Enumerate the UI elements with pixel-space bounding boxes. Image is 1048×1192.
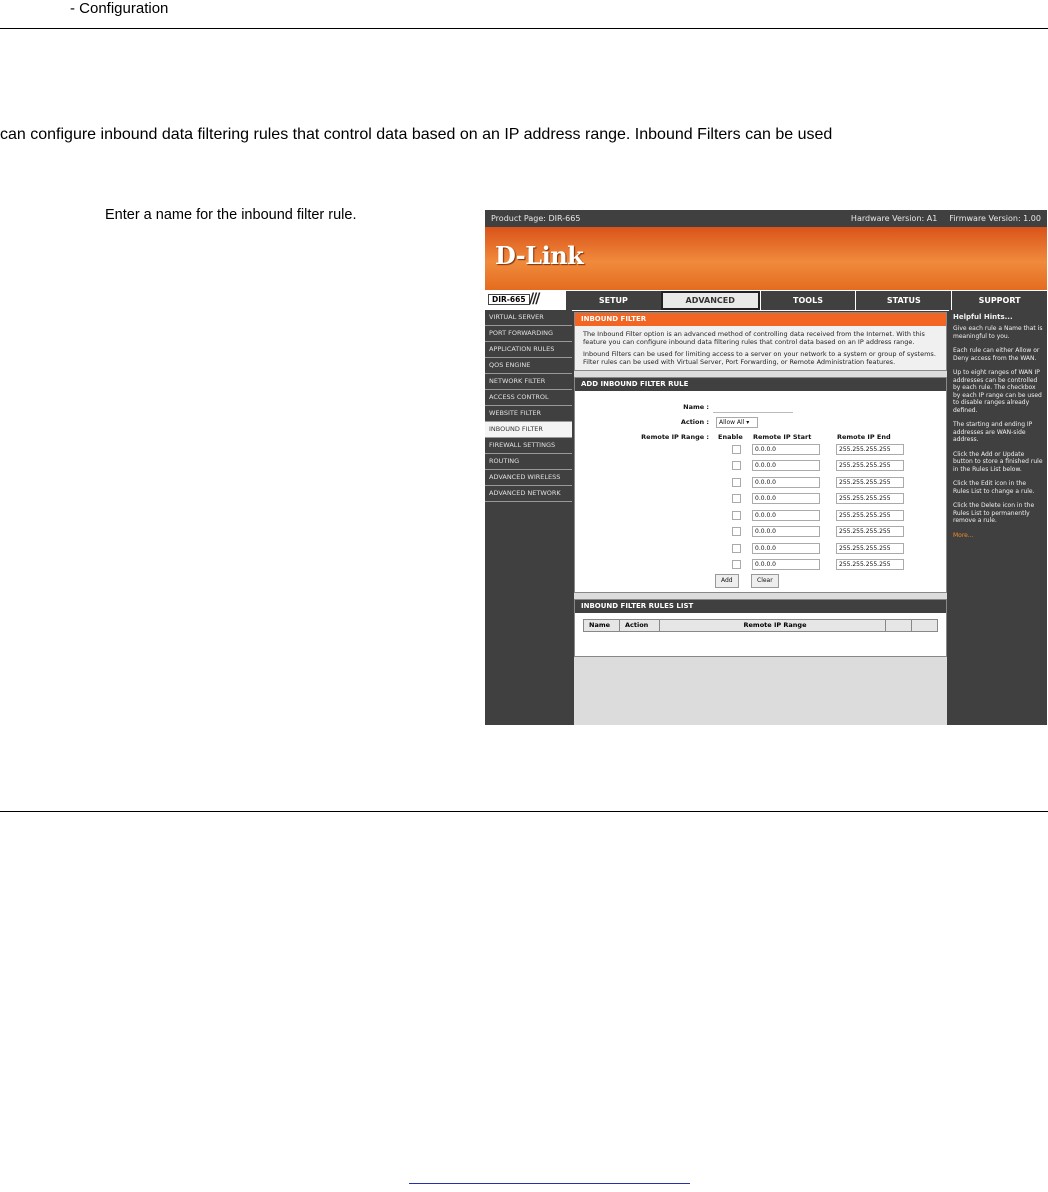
ip-end-input[interactable]: 255.255.255.255 <box>836 493 904 504</box>
rules-list-box <box>574 599 947 657</box>
dlink-logo: D-Link <box>495 241 584 270</box>
action-select[interactable] <box>716 417 758 428</box>
sidebar-item-qos-engine[interactable]: QOS ENGINE <box>485 358 572 374</box>
name-label: Name : <box>683 403 709 411</box>
sidebar-item-website-filter[interactable]: WEBSITE FILTER <box>485 406 572 422</box>
tab-setup[interactable]: SETUP <box>565 291 661 310</box>
left-sidebar <box>485 310 572 725</box>
footer-link-underline <box>409 1183 690 1184</box>
doc-section-header: - Configuration <box>70 0 169 17</box>
enable-checkbox[interactable] <box>732 511 741 520</box>
more-link[interactable]: More... <box>953 531 974 539</box>
col-enable-header: Enable <box>718 433 743 441</box>
inbound-filter-intro-box <box>574 312 947 371</box>
enable-checkbox[interactable] <box>732 560 741 569</box>
col-blank <box>886 620 912 631</box>
hint-item: Each rule can either Allow or Deny access from the WAN. <box>953 347 1040 362</box>
sidebar-item-access-control[interactable]: ACCESS CONTROL <box>485 390 572 406</box>
product-page-label: Product Page: DIR-665 <box>491 214 581 223</box>
enable-checkbox[interactable] <box>732 461 741 470</box>
ip-start-input[interactable]: 0.0.0.0 <box>752 543 820 554</box>
tab-support[interactable]: SUPPORT <box>951 291 1047 310</box>
hints-title: Helpful Hints... <box>953 313 1013 321</box>
ip-end-input[interactable]: 255.255.255.255 <box>836 460 904 471</box>
col-action-header: Action <box>620 620 660 631</box>
ip-end-input[interactable]: 255.255.255.255 <box>836 526 904 537</box>
sidebar-item-inbound-filter[interactable]: INBOUND FILTER <box>485 422 572 438</box>
tab-status[interactable]: STATUS <box>855 291 951 310</box>
hint-item: Up to eight ranges of WAN IP addresses can be controlled by each rule. The checkbox by each IP range can be used to disable ranges already defined. <box>953 369 1042 414</box>
ip-start-input[interactable]: 0.0.0.0 <box>752 493 820 504</box>
hint-item: Click the Delete icon in the Rules List to permanently remove a rule. <box>953 502 1035 524</box>
sidebar-item-advanced-wireless[interactable]: ADVANCED WIRELESS <box>485 470 572 486</box>
enable-checkbox[interactable] <box>732 494 741 503</box>
rule-name-input[interactable] <box>713 403 793 413</box>
ip-start-input[interactable]: 0.0.0.0 <box>752 510 820 521</box>
sidebar-item-firewall-settings[interactable]: FIREWALL SETTINGS <box>485 438 572 454</box>
slash-decoration: /// <box>529 291 539 307</box>
add-rule-title: ADD INBOUND FILTER RULE <box>575 378 946 391</box>
ip-start-input[interactable]: 0.0.0.0 <box>752 444 820 455</box>
add-rule-box <box>574 377 947 593</box>
hint-item: Give each rule a Name that is meaningful to you. <box>953 325 1043 340</box>
tab-tools[interactable]: TOOLS <box>760 291 856 310</box>
hardware-version: Hardware Version: A1 <box>850 214 938 223</box>
add-rule-form <box>575 391 946 592</box>
bottom-divider <box>0 811 1048 812</box>
hint-item: Click the Add or Update button to store a finished rule in the Rules List below. <box>953 450 1043 473</box>
enable-checkbox[interactable] <box>732 544 741 553</box>
inbound-desc-1: The Inbound Filter option is an advanced method of controlling data received from the Internet. With this feature you can configure inbound data filtering rules that control data based on an IP address range. <box>583 330 925 346</box>
range-label: Remote IP Range : <box>641 433 709 441</box>
field-caption: Enter a name for the inbound filter rule. <box>105 207 357 223</box>
chevron-down-icon: ▾ <box>746 419 750 426</box>
inbound-desc-2: Inbound Filters can be used for limiting access to a server on your network to a system or group of systems. Filter rules can be used with Virtual Server, Port Forwarding, or Remote Administration features. <box>583 350 936 366</box>
hint-item: Click the Edit icon in the Rules List to change a rule. <box>953 480 1035 495</box>
inbound-filter-title: INBOUND FILTER <box>575 313 946 326</box>
intro-paragraph: can configure inbound data filtering rules that control data based on an IP address range. Inbound Filters can be used <box>0 126 833 143</box>
action-label: Action : <box>680 418 709 426</box>
ip-end-input[interactable]: 255.255.255.255 <box>836 543 904 554</box>
brand-banner <box>485 227 1047 290</box>
header-divider <box>0 28 1048 29</box>
ip-start-input[interactable]: 0.0.0.0 <box>752 559 820 570</box>
clear-button[interactable]: Clear <box>751 574 779 588</box>
main-content <box>574 312 947 725</box>
firmware-version: Firmware Version: 1.00 <box>949 214 1041 223</box>
ip-start-input[interactable]: 0.0.0.0 <box>752 460 820 471</box>
ip-end-input[interactable]: 255.255.255.255 <box>836 510 904 521</box>
router-top-bar <box>485 210 1047 227</box>
hint-item: The starting and ending IP addresses are WAN-side address. <box>953 421 1033 443</box>
helpful-hints-panel <box>949 310 1047 725</box>
sidebar-item-port-forwarding[interactable]: PORT FORWARDING <box>485 326 572 342</box>
sidebar-item-application-rules[interactable]: APPLICATION RULES <box>485 342 572 358</box>
col-name-header: Name <box>584 620 620 631</box>
add-button[interactable]: Add <box>715 574 739 588</box>
ip-start-input[interactable]: 0.0.0.0 <box>752 526 820 537</box>
ip-end-input[interactable]: 255.255.255.255 <box>836 559 904 570</box>
ip-end-input[interactable]: 255.255.255.255 <box>836 477 904 488</box>
tab-advanced[interactable]: ADVANCED <box>661 291 760 310</box>
action-select-value: Allow All <box>719 419 745 426</box>
main-nav <box>485 290 1047 311</box>
ip-end-input[interactable]: 255.255.255.255 <box>836 444 904 455</box>
rules-list-table-header <box>583 619 938 632</box>
enable-checkbox[interactable] <box>732 478 741 487</box>
sidebar-item-virtual-server[interactable]: VIRTUAL SERVER <box>485 310 572 326</box>
enable-checkbox[interactable] <box>732 445 741 454</box>
sidebar-item-advanced-network[interactable]: ADVANCED NETWORK <box>485 486 572 502</box>
sidebar-item-network-filter[interactable]: NETWORK FILTER <box>485 374 572 390</box>
model-badge <box>485 291 565 310</box>
sidebar-item-routing[interactable]: ROUTING <box>485 454 572 470</box>
router-screenshot <box>485 210 1047 725</box>
col-start-header: Remote IP Start <box>753 433 812 441</box>
col-range-header: Remote IP Range <box>660 620 886 631</box>
enable-checkbox[interactable] <box>732 527 741 536</box>
col-end-header: Remote IP End <box>837 433 891 441</box>
ip-start-input[interactable]: 0.0.0.0 <box>752 477 820 488</box>
rules-list-title: INBOUND FILTER RULES LIST <box>575 600 946 613</box>
model-label: DIR-665 <box>488 294 530 305</box>
